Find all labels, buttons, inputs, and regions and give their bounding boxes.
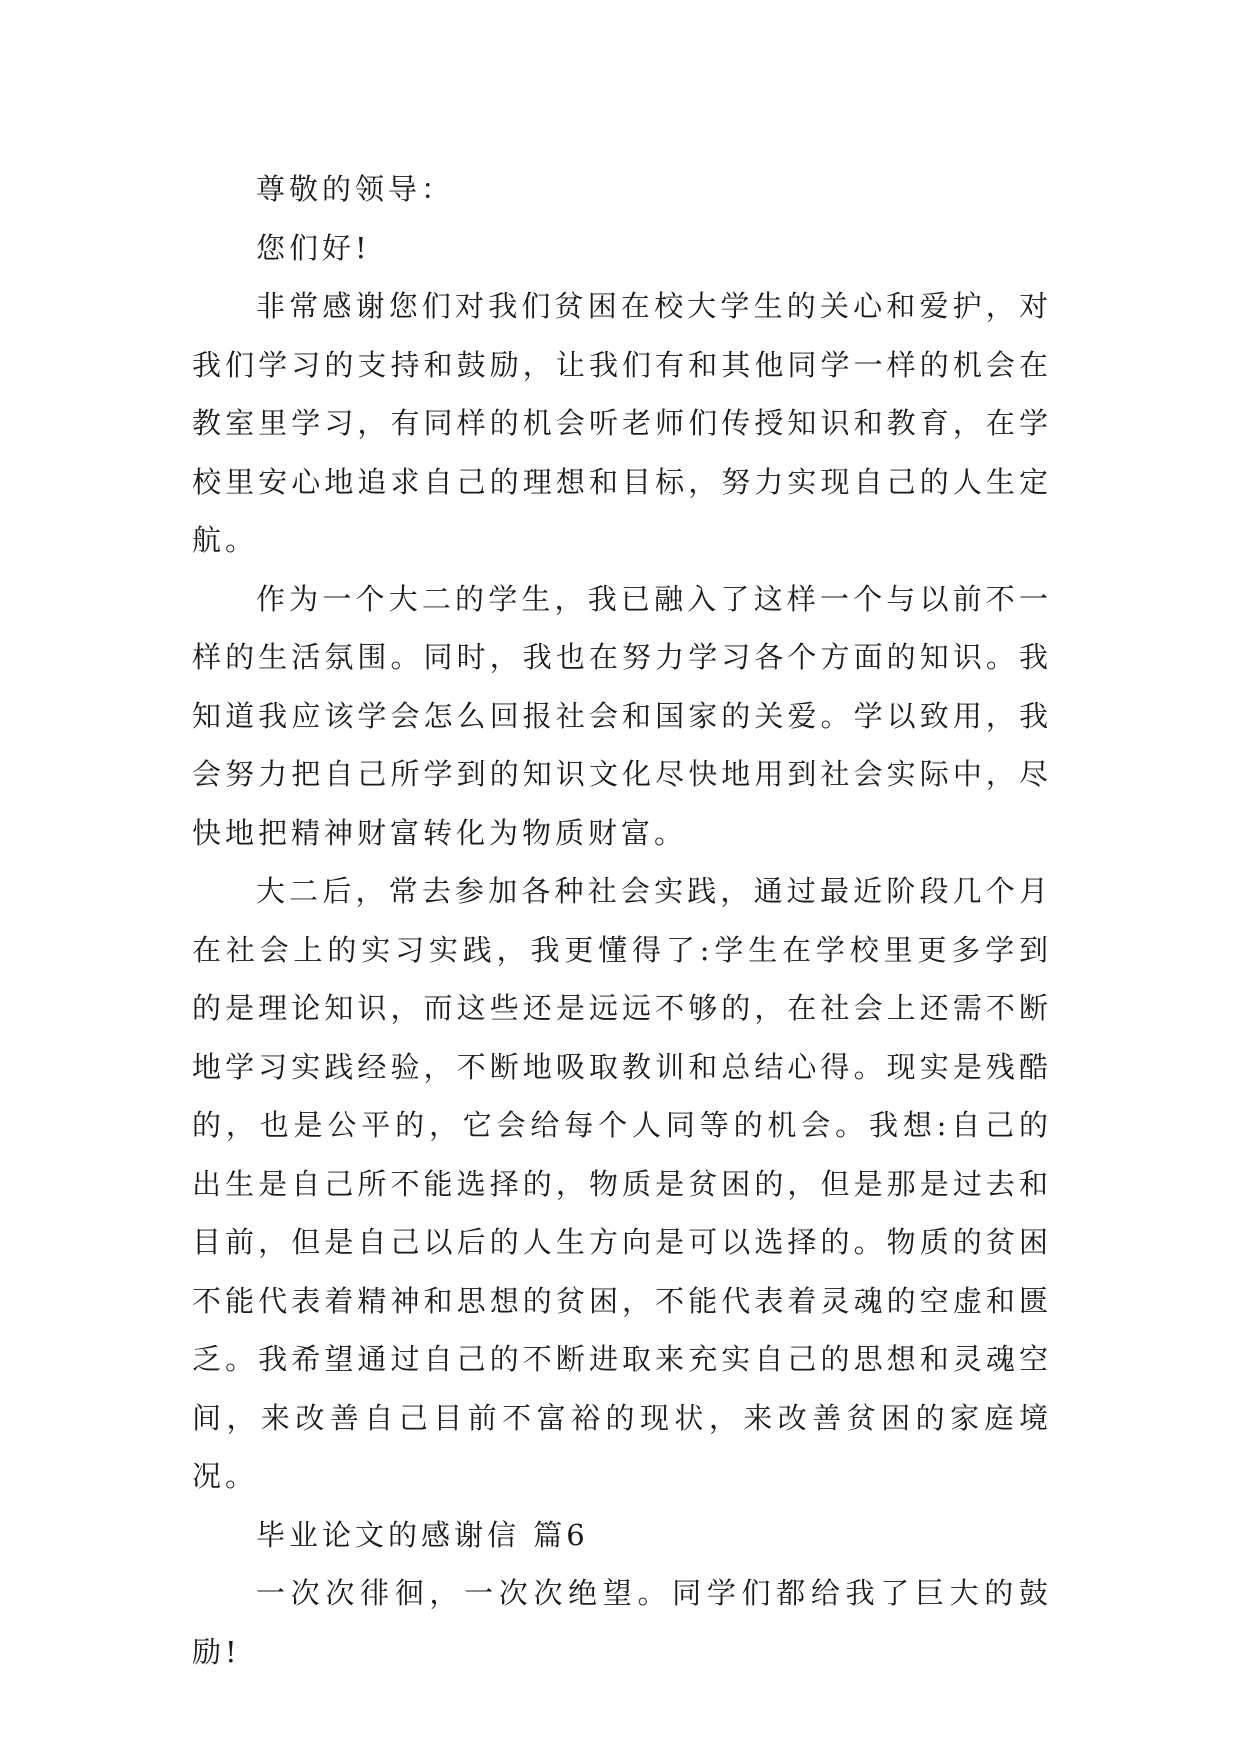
paragraph-practice: 大二后，常去参加各种社会实践，通过最近阶段几个月在社会上的实习实践，我更懂得了:学生在学校里更多学到的是理论知识，而这些还是远远不够的，在社会上还需不断地学习实践经验，不断地吸取教训和总结心得。现实是残酷的，也是公平的，它会给每个人同等的机会。我想:自己的出生是自己所不能选择的，物质是贫困的，但是那是过去和目前，但是自己以后的人生方向是可以选择的。物质的贫困不能代表着精神和思想的贫困，不能代表着灵魂的空虚和匮乏。我希望通过自己的不断进取来充实自己的思想和灵魂空间，来改善自己目前不富裕的现状，来改善贫困的家庭境况。: [192, 874, 1052, 1493]
paragraph-thanks: 非常感谢您们对我们贫困在校大学生的关心和爱护，对我们学习的支持和鼓励，让我们有和其他同学一样的机会在教室里学习，有同样的机会听老师们传授知识和教育，在学校里安心地追求自己的理想和目标，努力实现自己的人生定航。: [192, 289, 1052, 557]
greeting: 您们好!: [256, 230, 371, 265]
letter-body: [192, 160, 1052, 1681]
salutation: 尊敬的领导：: [256, 172, 455, 206]
section-heading: 毕业论文的感谢信 篇6: [256, 1517, 589, 1552]
paragraph-sophomore: 作为一个大二的学生，我已融入了这样一个与以前不一样的生活氛围。同时，我也在努力学习各个方面的知识。我知道我应该学会怎么回报社会和国家的关爱。学以致用，我会努力把自己所学到的知识文化尽快地用到社会实际中，尽快地把精神财富转化为物质财富。: [192, 581, 1052, 850]
paragraph-closing: 一次次徘徊，一次次绝望。同学们都给我了巨大的鼓励!: [192, 1576, 1052, 1669]
